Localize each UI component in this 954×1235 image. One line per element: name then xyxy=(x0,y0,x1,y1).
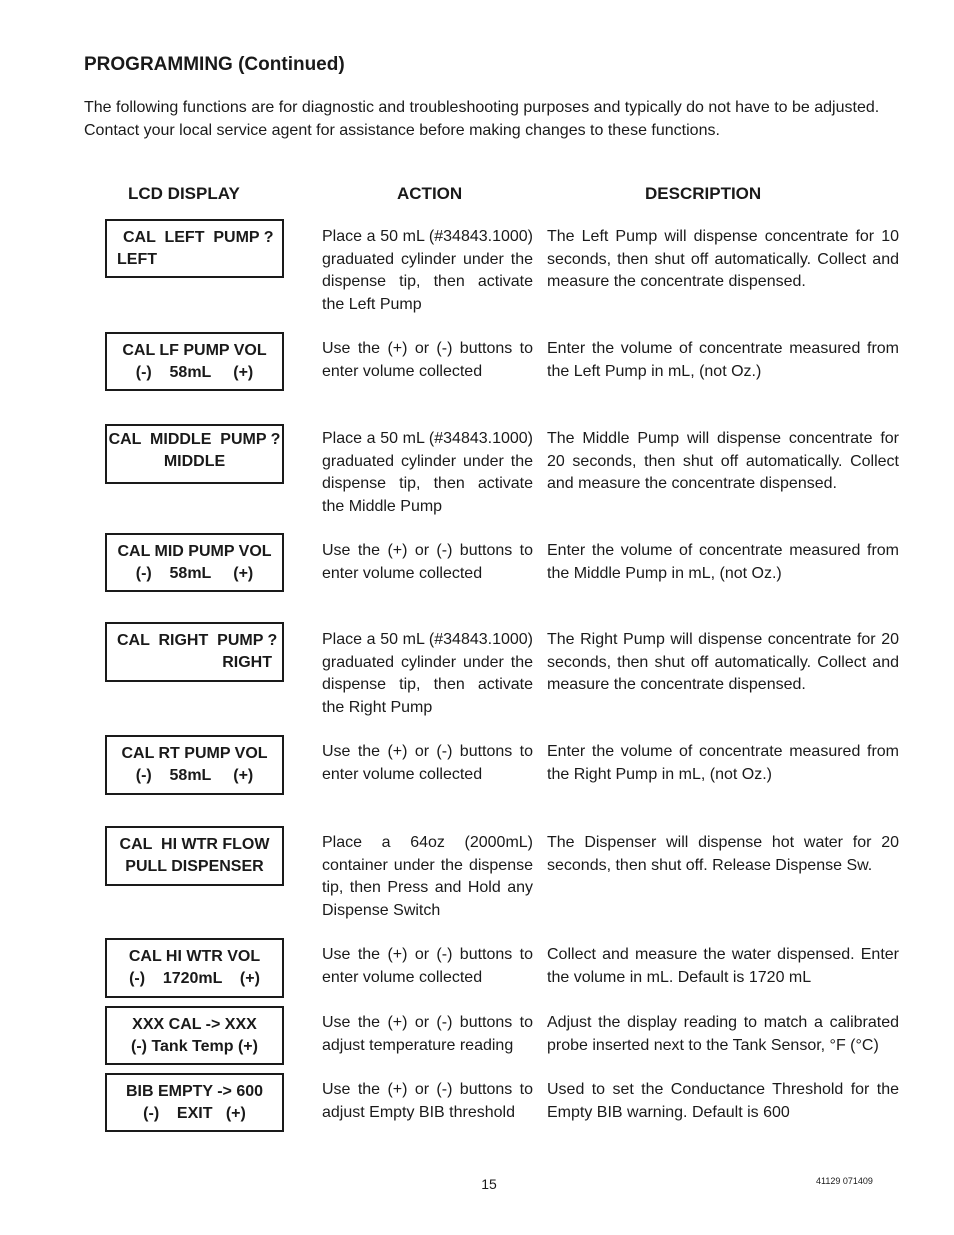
lcd-display-box xyxy=(105,622,284,682)
page-title: PROGRAMMING (Continued) xyxy=(84,54,345,75)
description-text: Enter the volume of concentrate measured from the Right Pump in mL, (not Oz.) xyxy=(547,743,899,783)
description-text: Enter the volume of concentrate measured from the Left Pump in mL, (not Oz.) xyxy=(547,340,899,380)
description-text: The Right Pump will dispense concentrate for 20 seconds, then shut off automatically. Collect and measure the concentrate dispensed. xyxy=(547,631,899,693)
lcd-display-box xyxy=(105,1006,284,1065)
description-text: Adjust the display reading to match a calibrated probe inserted next to the Tank Sensor, °F (°C) xyxy=(547,1014,899,1054)
lcd-line-2: MIDDLE xyxy=(163,453,226,470)
lcd-display-box xyxy=(105,826,284,886)
lcd-display-box xyxy=(105,938,284,998)
lcd-line-1: CAL RT PUMP VOL xyxy=(121,745,268,762)
lcd-display-box xyxy=(105,735,284,795)
lcd-line-2: RIGHT xyxy=(222,654,272,671)
document-id: 41129 071409 xyxy=(816,1176,873,1186)
lcd-line-1: CAL MID PUMP VOL xyxy=(117,543,272,560)
lcd-display-box xyxy=(105,332,284,391)
description-text: Collect and measure the water dispensed. Enter the volume in mL. Default is 1720 mL xyxy=(547,946,899,986)
lcd-line-2: PULL DISPENSER xyxy=(125,858,264,875)
lcd-display-box xyxy=(105,533,284,592)
lcd-display-box xyxy=(105,424,284,484)
lcd-display-box xyxy=(105,1073,284,1132)
action-text: Use the (+) or (-) buttons to adjust temperature reading xyxy=(322,1014,533,1054)
lcd-line-1: CAL LEFT PUMP ? xyxy=(123,229,274,246)
lcd-display-box xyxy=(105,219,284,278)
lcd-line-1: BIB EMPTY -> 600 xyxy=(125,1083,264,1100)
lcd-line-1: CAL LF PUMP VOL xyxy=(122,342,267,359)
action-text: Place a 50 mL (#34843.1000) graduated cylinder under the dispense tip, then activate the Right Pump xyxy=(322,631,533,716)
action-text: Place a 50 mL (#34843.1000) graduated cylinder under the dispense tip, then activate the Left Pump xyxy=(322,228,533,313)
description-text: Enter the volume of concentrate measured from the Middle Pump in mL, (not Oz.) xyxy=(547,542,899,582)
lcd-line-2: (-) 58mL (+) xyxy=(135,767,254,784)
description-text: The Middle Pump will dispense concentrate for 20 seconds, then shut off automatically. Collect and measure the concentrate dispensed. xyxy=(547,430,899,492)
description-text: Used to set the Conductance Threshold for the Empty BIB warning. Default is 600 xyxy=(547,1081,899,1121)
lcd-line-1: CAL MIDDLE PUMP ? xyxy=(108,431,281,448)
lcd-line-1: CAL RIGHT PUMP ? xyxy=(117,632,278,649)
header-description: DESCRIPTION xyxy=(645,184,762,203)
description-text: The Left Pump will dispense concentrate for 10 seconds, then shut off automatically. Collect and measure the concentrate dispensed. xyxy=(547,228,899,290)
page-number: 15 xyxy=(481,1176,497,1192)
lcd-line-2: (-) 58mL (+) xyxy=(135,565,254,582)
lcd-line-1: CAL HI WTR FLOW xyxy=(119,836,270,853)
action-text: Use the (+) or (-) buttons to enter volume collected xyxy=(322,340,533,380)
action-text: Use the (+) or (-) buttons to enter volume collected xyxy=(322,743,533,783)
lcd-line-2: (-) 58mL (+) xyxy=(135,364,254,381)
header-action: ACTION xyxy=(397,184,463,203)
lcd-line-1: XXX CAL -> XXX xyxy=(132,1016,257,1033)
header-lcd-display: LCD DISPLAY xyxy=(128,184,240,203)
action-text: Use the (+) or (-) buttons to adjust Empty BIB threshold xyxy=(322,1081,533,1121)
lcd-line-2: (-) Tank Temp (+) xyxy=(131,1038,258,1055)
lcd-line-2: (-) EXIT (+) xyxy=(143,1105,246,1122)
intro-paragraph: The following functions are for diagnostic and troubleshooting purposes and typically do not have to be adjusted. Contact your local service agent for assistance before making changes to these functions. xyxy=(84,99,880,139)
action-text: Use the (+) or (-) buttons to enter volume collected xyxy=(322,946,533,986)
action-text: Place a 64oz (2000mL) container under the dispense tip, then Press and Hold any Dispense Switch xyxy=(322,834,533,919)
lcd-line-2: (-) 1720mL (+) xyxy=(129,970,260,987)
lcd-line-2: LEFT xyxy=(117,251,157,268)
lcd-line-1: CAL HI WTR VOL xyxy=(128,948,261,965)
action-text: Use the (+) or (-) buttons to enter volume collected xyxy=(322,542,533,582)
description-text: The Dispenser will dispense hot water for 20 seconds, then shut off. Release Dispense Sw. xyxy=(547,834,899,874)
action-text: Place a 50 mL (#34843.1000) graduated cylinder under the dispense tip, then activate the Middle Pump xyxy=(322,430,533,515)
